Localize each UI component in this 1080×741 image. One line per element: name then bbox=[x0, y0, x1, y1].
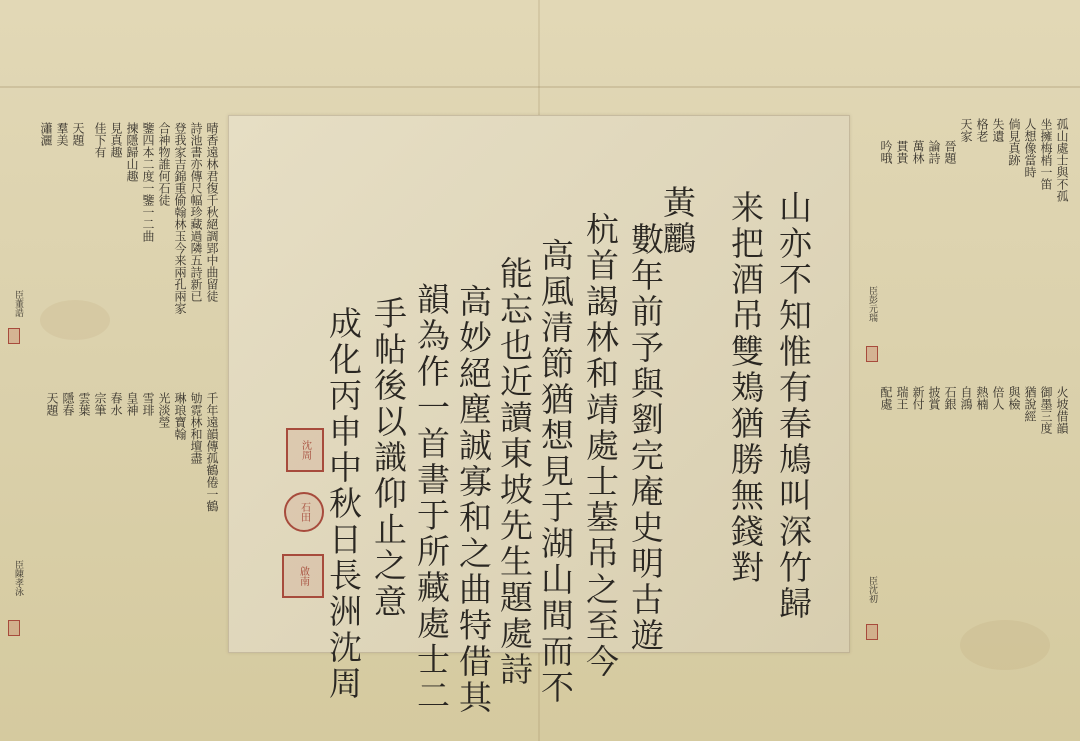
right-colophon-col: 石銀 bbox=[943, 386, 957, 410]
main-column-5: 杭首謁林和靖處士墓吊之至今 bbox=[581, 212, 620, 680]
right-signature-2: 臣沈初 bbox=[867, 576, 877, 603]
main-column-8: 高妙絕塵誠寡和之曲特借其 bbox=[454, 284, 493, 716]
paper-fold-horizontal bbox=[0, 86, 1080, 88]
main-column-10: 手帖後以識仰止之意 bbox=[369, 296, 408, 620]
left-colophon-col: 劬霓林和壇盡 bbox=[189, 392, 203, 464]
right-colophon-col: 貫貴 bbox=[895, 140, 909, 164]
left-colophon-col: 宗筆 bbox=[93, 392, 107, 416]
main-column-6: 高風清節猶想見于湖山間而不 bbox=[536, 238, 575, 706]
left-colophon-col: 皇神 bbox=[125, 392, 139, 416]
main-column-3: 黃鸝 bbox=[658, 185, 697, 257]
left-colophon-col: 佳下有 bbox=[93, 122, 107, 158]
left-colophon-col: 光淡瑩 bbox=[157, 392, 171, 428]
main-column-2: 来把酒吊雙鳷猶勝無錢對 bbox=[726, 190, 765, 586]
left-colophon-col: 登我家吉錦重偷翰林玉今来兩孔兩家 bbox=[173, 122, 187, 314]
left-seal-1 bbox=[8, 328, 20, 344]
right-seal-1 bbox=[866, 346, 878, 362]
artist-seal-square-2: 啟南 bbox=[282, 554, 324, 598]
main-column-11: 成化丙申中秋日長洲沈周 bbox=[324, 306, 363, 702]
right-colophon-col: 失遺 bbox=[991, 118, 1005, 142]
right-colophon-col: 坐擁梅梢一笛 bbox=[1039, 118, 1053, 190]
right-colophon-col: 瑞王 bbox=[895, 386, 909, 410]
left-colophon-col: 鑒四本二度一鑒一二曲 bbox=[141, 122, 155, 242]
left-colophon-col: 瀟灑 bbox=[39, 122, 53, 146]
right-colophon-col: 自鴻 bbox=[959, 386, 973, 410]
right-colophon-col: 與檢 bbox=[1007, 386, 1021, 410]
left-colophon-col: 隱春 bbox=[61, 392, 75, 416]
right-signature-1: 臣彭元瑞 bbox=[867, 286, 877, 322]
left-colophon-col: 千年遠韻傳孤鶴倦一鶴 bbox=[205, 392, 219, 512]
left-colophon-col: 晴香遠林君復千秋絕調郢中曲留徒 bbox=[205, 122, 219, 302]
main-column-9: 韻為作一首書于所藏處士二 bbox=[412, 282, 451, 714]
right-colophon-col: 披賞 bbox=[927, 386, 941, 410]
right-seal-2 bbox=[866, 624, 878, 640]
left-colophon-col: 雲葉 bbox=[77, 392, 91, 416]
right-colophon-col: 新付 bbox=[911, 386, 925, 410]
right-colophon-col: 熱楠 bbox=[975, 386, 989, 410]
paper-stain bbox=[960, 620, 1050, 670]
left-colophon-col: 春水 bbox=[109, 392, 123, 416]
right-colophon-col: 孤山處士與不孤 bbox=[1055, 118, 1069, 202]
left-colophon-col: 雪琲 bbox=[141, 392, 155, 416]
left-colophon-col: 天題 bbox=[45, 392, 59, 416]
right-colophon-col: 吟哦 bbox=[879, 140, 893, 164]
right-colophon-col: 論詩 bbox=[927, 140, 941, 164]
artist-seal-square: 沈周 bbox=[286, 428, 324, 472]
artist-seal-round: 石田 bbox=[284, 492, 324, 532]
left-colophon-col: 詩池書亦傳尺幅珍藏過隣五詩新已 bbox=[189, 122, 203, 302]
left-colophon-col: 天題 bbox=[71, 122, 85, 146]
left-colophon-col: 琳琅寶翰 bbox=[173, 392, 187, 440]
right-colophon-col: 配處 bbox=[879, 386, 893, 410]
right-colophon-col: 火坡借韻 bbox=[1055, 386, 1069, 434]
paper-stain bbox=[40, 300, 110, 340]
main-column-4: 數年前予與劉完庵史明古遊 bbox=[626, 222, 665, 654]
left-signature-1: 臣董誥 bbox=[13, 290, 23, 317]
left-colophon-col: 合神物誰何石徒 bbox=[157, 122, 171, 206]
right-colophon-col: 御墨三度 bbox=[1039, 386, 1053, 434]
main-column-1: 山亦不知惟有春鳩叫深竹歸 bbox=[774, 190, 813, 622]
left-colophon-col: 揀隱歸山趣 bbox=[125, 122, 139, 182]
right-colophon-col: 格老 bbox=[975, 118, 989, 142]
left-colophon-col: 羣美 bbox=[55, 122, 69, 146]
right-colophon-col: 倘見真跡 bbox=[1007, 118, 1021, 166]
left-colophon-col: 見真趣 bbox=[109, 122, 123, 158]
right-colophon-col: 天家 bbox=[959, 118, 973, 142]
right-colophon-col: 猶說經 bbox=[1023, 386, 1037, 422]
right-colophon-col: 倍人 bbox=[991, 386, 1005, 410]
left-seal-2 bbox=[8, 620, 20, 636]
right-colophon-col: 萬林 bbox=[911, 140, 925, 164]
left-signature-2: 臣陳孝泳 bbox=[13, 560, 23, 596]
main-column-7: 能忘也近讀東坡先生題處詩 bbox=[495, 256, 534, 688]
right-colophon-col: 人想像當時 bbox=[1023, 118, 1037, 178]
right-colophon-col: 晉題 bbox=[943, 140, 957, 164]
